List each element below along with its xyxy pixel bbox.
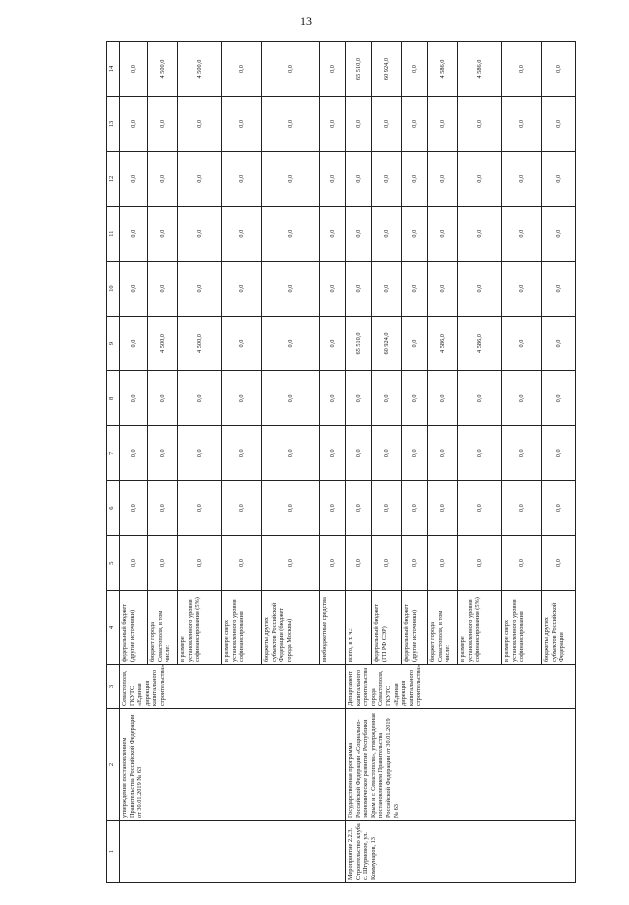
- page-number: 13: [300, 14, 312, 28]
- value-cell: 0,0: [402, 206, 428, 261]
- funding-source-cell: бюджет города Севастополя, в том числе:: [148, 591, 178, 665]
- value-cell: 0,0: [178, 481, 222, 536]
- value-cell: 0,0: [428, 261, 458, 316]
- value-cell: 0,0: [320, 426, 346, 481]
- value-cell: 0,0: [320, 206, 346, 261]
- value-cell: 0,0: [372, 151, 402, 206]
- value-cell: 0,0: [372, 261, 402, 316]
- value-cell: 0,0: [402, 151, 428, 206]
- value-cell: 0,0: [542, 151, 576, 206]
- value-cell: 0,0: [222, 206, 262, 261]
- funding-source-cell: в размере сверх установленного уровня софинансирования: [222, 591, 262, 665]
- value-cell: 0,0: [148, 426, 178, 481]
- value-cell: 0,0: [502, 206, 542, 261]
- value-cell: 0,0: [542, 426, 576, 481]
- value-cell: 4 500,0: [148, 316, 178, 371]
- funding-source-cell: бюджет города Севастополя, в том числе:: [428, 591, 458, 665]
- value-cell: 0,0: [148, 371, 178, 426]
- table-frame: [106, 42, 566, 883]
- column-header: 1: [107, 821, 120, 883]
- funding-source-cell: федеральный бюджет (другие источники): [402, 591, 428, 665]
- value-cell: 0,0: [262, 206, 320, 261]
- column-header: 9: [107, 316, 120, 371]
- budget-table: [106, 41, 576, 883]
- value-cell: 0,0: [262, 151, 320, 206]
- value-cell: 0,0: [148, 536, 178, 591]
- value-cell: 0,0: [402, 371, 428, 426]
- value-cell: 4 500,0: [148, 42, 178, 97]
- value-cell: 0,0: [178, 371, 222, 426]
- value-cell: 0,0: [120, 151, 148, 206]
- rotated-page: [106, 42, 566, 883]
- value-cell: 0,0: [148, 206, 178, 261]
- value-cell: 0,0: [458, 426, 502, 481]
- value-cell: 0,0: [346, 426, 372, 481]
- value-cell: 4 500,0: [178, 316, 222, 371]
- value-cell: 0,0: [372, 426, 402, 481]
- value-cell: 0,0: [502, 426, 542, 481]
- value-cell: 0,0: [178, 206, 222, 261]
- value-cell: 0,0: [428, 426, 458, 481]
- cell-c3: Севастополя, ГКУТС «Единая дирекция капитального строительства»: [120, 665, 346, 709]
- value-cell: 0,0: [120, 481, 148, 536]
- value-cell: 0,0: [372, 371, 402, 426]
- value-cell: 60 924,0: [372, 316, 402, 371]
- value-cell: 4 586,0: [458, 316, 502, 371]
- funding-source-cell: в размере установленного уровня софинансирования (5%): [178, 591, 222, 665]
- value-cell: 0,0: [222, 96, 262, 151]
- funding-source-cell: внебюджетные средства: [320, 591, 346, 665]
- value-cell: 0,0: [222, 371, 262, 426]
- value-cell: 0,0: [178, 96, 222, 151]
- value-cell: 0,0: [262, 536, 320, 591]
- value-cell: 0,0: [346, 151, 372, 206]
- value-cell: 0,0: [178, 151, 222, 206]
- value-cell: 0,0: [542, 261, 576, 316]
- value-cell: 0,0: [320, 481, 346, 536]
- value-cell: 0,0: [372, 96, 402, 151]
- value-cell: 0,0: [320, 536, 346, 591]
- cell-c3: Департамент капитального строительства города Севастополя, ГКУТС «Единая дирекция капитального строительства»: [346, 665, 576, 709]
- value-cell: 0,0: [346, 536, 372, 591]
- column-header: 5: [107, 536, 120, 591]
- value-cell: 0,0: [320, 371, 346, 426]
- value-cell: 0,0: [428, 151, 458, 206]
- value-cell: 4 586,0: [458, 42, 502, 97]
- value-cell: 0,0: [222, 151, 262, 206]
- value-cell: 0,0: [502, 316, 542, 371]
- funding-source-cell: бюджеты других субъектов Российской Федерации (бюджет города Москвы): [262, 591, 320, 665]
- value-cell: 0,0: [222, 481, 262, 536]
- value-cell: 0,0: [262, 316, 320, 371]
- value-cell: 0,0: [458, 96, 502, 151]
- value-cell: 0,0: [178, 261, 222, 316]
- value-cell: 0,0: [458, 206, 502, 261]
- value-cell: 0,0: [148, 481, 178, 536]
- table-body: [120, 42, 576, 883]
- value-cell: 0,0: [120, 426, 148, 481]
- value-cell: 0,0: [320, 151, 346, 206]
- column-header: 2: [107, 709, 120, 821]
- column-header: 13: [107, 96, 120, 151]
- value-cell: 0,0: [120, 536, 148, 591]
- value-cell: 0,0: [428, 206, 458, 261]
- column-header: 10: [107, 261, 120, 316]
- value-cell: 0,0: [402, 536, 428, 591]
- funding-source-cell: федеральный бюджет (другие источники): [120, 591, 148, 665]
- cell-c2: Государственная программа Российской Федерации «Социально-экономическое развитие Республики Крым и г. Севастополя», утвержденная постановлением Правительства Российской Федерации от 30.01.2019 № 63: [346, 709, 576, 821]
- value-cell: 0,0: [346, 371, 372, 426]
- value-cell: 0,0: [372, 206, 402, 261]
- value-cell: 0,0: [542, 316, 576, 371]
- value-cell: 0,0: [262, 261, 320, 316]
- value-cell: 0,0: [458, 536, 502, 591]
- value-cell: 0,0: [262, 481, 320, 536]
- column-header: 7: [107, 426, 120, 481]
- value-cell: 0,0: [428, 536, 458, 591]
- value-cell: 0,0: [262, 371, 320, 426]
- value-cell: 0,0: [178, 536, 222, 591]
- value-cell: 0,0: [320, 316, 346, 371]
- value-cell: 0,0: [262, 426, 320, 481]
- value-cell: 0,0: [120, 206, 148, 261]
- column-header: 14: [107, 42, 120, 97]
- value-cell: 0,0: [402, 96, 428, 151]
- column-header: 3: [107, 665, 120, 709]
- value-cell: 0,0: [402, 316, 428, 371]
- value-cell: 0,0: [542, 206, 576, 261]
- funding-source-cell: бюджеты других субъектов Российской Федерации: [542, 591, 576, 665]
- value-cell: 0,0: [222, 316, 262, 371]
- value-cell: 0,0: [458, 371, 502, 426]
- value-cell: 0,0: [148, 96, 178, 151]
- value-cell: 0,0: [346, 481, 372, 536]
- value-cell: 0,0: [148, 261, 178, 316]
- header-row: [107, 42, 120, 883]
- value-cell: 0,0: [428, 481, 458, 536]
- column-header: 6: [107, 481, 120, 536]
- value-cell: 0,0: [502, 371, 542, 426]
- value-cell: 0,0: [346, 206, 372, 261]
- value-cell: 0,0: [458, 261, 502, 316]
- value-cell: 0,0: [120, 371, 148, 426]
- value-cell: 0,0: [222, 426, 262, 481]
- value-cell: 60 924,0: [372, 42, 402, 97]
- value-cell: 0,0: [402, 261, 428, 316]
- value-cell: 0,0: [178, 426, 222, 481]
- value-cell: 0,0: [402, 426, 428, 481]
- value-cell: 4 586,0: [428, 42, 458, 97]
- value-cell: 0,0: [320, 261, 346, 316]
- value-cell: 0,0: [262, 42, 320, 97]
- value-cell: 0,0: [120, 42, 148, 97]
- value-cell: 0,0: [428, 371, 458, 426]
- column-header: 4: [107, 591, 120, 665]
- cell-c2: утверждения постановлением Правительства Российской Федерации от 30.01.2019 № 63: [120, 709, 346, 821]
- value-cell: 0,0: [502, 481, 542, 536]
- value-cell: 0,0: [542, 96, 576, 151]
- value-cell: 0,0: [372, 536, 402, 591]
- value-cell: 0,0: [502, 536, 542, 591]
- value-cell: 0,0: [222, 261, 262, 316]
- column-header: 12: [107, 151, 120, 206]
- value-cell: 4 586,0: [428, 316, 458, 371]
- value-cell: 0,0: [502, 42, 542, 97]
- funding-source-cell: всего, в т. ч.:: [346, 591, 372, 665]
- table-row: [346, 42, 372, 883]
- value-cell: 0,0: [148, 151, 178, 206]
- value-cell: 4 500,0: [178, 42, 222, 97]
- value-cell: 0,0: [222, 536, 262, 591]
- value-cell: 0,0: [502, 261, 542, 316]
- value-cell: 0,0: [542, 371, 576, 426]
- value-cell: 0,0: [542, 481, 576, 536]
- funding-source-cell: федеральный бюджет (ГП РФ СЭР): [372, 591, 402, 665]
- value-cell: 0,0: [120, 316, 148, 371]
- funding-source-cell: в размере установленного уровня софинансирования (5%): [458, 591, 502, 665]
- column-header: 8: [107, 371, 120, 426]
- value-cell: 0,0: [222, 42, 262, 97]
- value-cell: 0,0: [120, 261, 148, 316]
- value-cell: 0,0: [402, 481, 428, 536]
- cell-c1: [120, 821, 346, 883]
- value-cell: 0,0: [502, 96, 542, 151]
- value-cell: 0,0: [428, 96, 458, 151]
- value-cell: 0,0: [120, 96, 148, 151]
- value-cell: 0,0: [458, 151, 502, 206]
- value-cell: 0,0: [346, 261, 372, 316]
- funding-source-cell: в размере сверх установленного уровня софинансирования: [502, 591, 542, 665]
- value-cell: 0,0: [542, 42, 576, 97]
- value-cell: 0,0: [320, 96, 346, 151]
- value-cell: 65 510,0: [346, 316, 372, 371]
- value-cell: 65 510,0: [346, 42, 372, 97]
- cell-c1: Мероприятие 2.2.3. Строительство клуба с. Штурмовое, ул. Коммунаров, 13: [346, 821, 576, 883]
- table-row: [120, 42, 148, 883]
- column-header: 11: [107, 206, 120, 261]
- value-cell: 0,0: [458, 481, 502, 536]
- value-cell: 0,0: [542, 536, 576, 591]
- value-cell: 0,0: [320, 42, 346, 97]
- value-cell: 0,0: [502, 151, 542, 206]
- value-cell: 0,0: [346, 96, 372, 151]
- value-cell: 0,0: [372, 481, 402, 536]
- value-cell: 0,0: [262, 96, 320, 151]
- value-cell: 0,0: [402, 42, 428, 97]
